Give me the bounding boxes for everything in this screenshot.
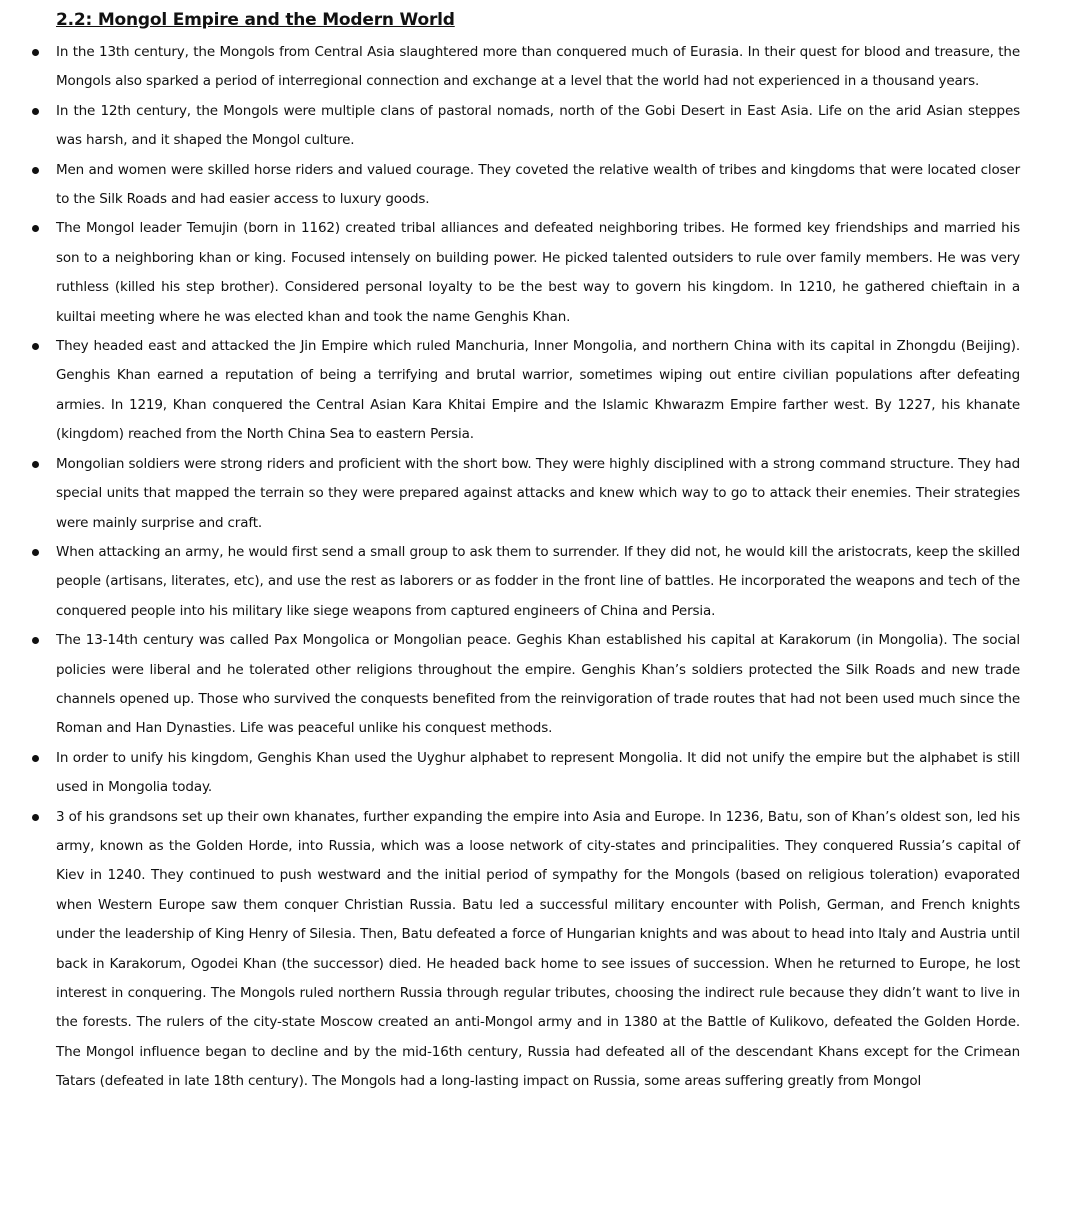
- list-item: In order to unify his kingdom, Genghis Khan used the Uyghur alphabet to represent Mongolia. It did not unify the empire but the alphabet is still used in Mongolia today.: [28, 744, 1020, 803]
- list-item: 3 of his grandsons set up their own khanates, further expanding the empire into Asia and Europe. In 1236, Batu, son of Khan’s oldest son, led his army, known as the Golden Horde, into Russia, which was a loose network of city-states and principalities. They conquered Russia’s capital of Kiev in 1240. They continued to push westward and the initial period of sympathy for the Mongols (based on religious toleration) evaporated when Western Europe saw them conquer Christian Russia. Batu led a successful military encounter with Polish, German, and French knights under the leadership of King Henry of Silesia. Then, Batu defeated a force of Hungarian knights and was about to head into Italy and Austria until back in Karakorum, Ogodei Khan (the successor) died. He headed back home to see issues of succession. When he returned to Europe, he lost interest in conquering. The Mongols ruled northern Russia through regular tributes, choosing the indirect rule because they didn’t want to live in the forests. The rulers of the city-state Moscow created an anti-Mongol army and in 1380 at the Battle of Kulikovo, defeated the Golden Horde. The Mongol influence began to decline and by the mid-16th century, Russia had defeated all of the descendant Khans except for the Crimean Tatars (defeated in late 18th century). The Mongols had a long-lasting impact on Russia, some areas suffering greatly from Mongol: [28, 803, 1020, 1097]
- list-item: They headed east and attacked the Jin Empire which ruled Manchuria, Inner Mongolia, and northern China with its capital in Zhongdu (Beijing). Genghis Khan earned a reputation of being a terrifying and brutal warrior, sometimes wiping out entire civilian populations after defeating armies. In 1219, Khan conquered the Central Asian Kara Khitai Empire and the Islamic Khwarazm Empire farther west. By 1227, his khanate (kingdom) reached from the North China Sea to eastern Persia.: [28, 332, 1020, 450]
- list-item: In the 13th century, the Mongols from Central Asia slaughtered more than conquered much of Eurasia. In their quest for blood and treasure, the Mongols also sparked a period of interregional connection and exchange at a level that the world had not experienced in a thousand years.: [28, 38, 1020, 97]
- list-item: Mongolian soldiers were strong riders and proficient with the short bow. They were highly disciplined with a strong command structure. They had special units that mapped the terrain so they were prepared against attacks and knew which way to go to attack their enemies. Their strategies were mainly surprise and craft.: [28, 450, 1020, 538]
- list-item: In the 12th century, the Mongols were multiple clans of pastoral nomads, north of the Gobi Desert in East Asia. Life on the arid Asian steppes was harsh, and it shaped the Mongol culture.: [28, 97, 1020, 156]
- list-item: The Mongol leader Temujin (born in 1162) created tribal alliances and defeated neighboring tribes. He formed key friendships and married his son to a neighboring khan or king. Focused intensely on building power. He picked talented outsiders to rule over family members. He was very ruthless (killed his step brother). Considered personal loyalty to be the best way to govern his kingdom. In 1210, he gathered chieftain in a kuiltai meeting where he was elected khan and took the name Genghis Khan.: [28, 214, 1020, 332]
- list-item: Men and women were skilled horse riders and valued courage. They coveted the relative wealth of tribes and kingdoms that were located closer to the Silk Roads and had easier access to luxury goods.: [28, 156, 1020, 215]
- bullet-list: [28, 38, 1020, 1097]
- list-item: The 13-14th century was called Pax Mongolica or Mongolian peace. Geghis Khan established his capital at Karakorum (in Mongolia). The social policies were liberal and he tolerated other religions throughout the empire. Genghis Khan’s soldiers protected the Silk Roads and new trade channels opened up. Those who survived the conquests benefited from the reinvigoration of trade routes that had not been used much since the Roman and Han Dynasties. Life was peaceful unlike his conquest methods.: [28, 626, 1020, 744]
- page-title: 2.2: Mongol Empire and the Modern World: [56, 10, 455, 30]
- list-item: When attacking an army, he would first send a small group to ask them to surrender. If they did not, he would kill the aristocrats, keep the skilled people (artisans, literates, etc), and use the rest as laborers or as fodder in the front line of battles. He incorporated the weapons and tech of the conquered people into his military like siege weapons from captured engineers of China and Persia.: [28, 538, 1020, 626]
